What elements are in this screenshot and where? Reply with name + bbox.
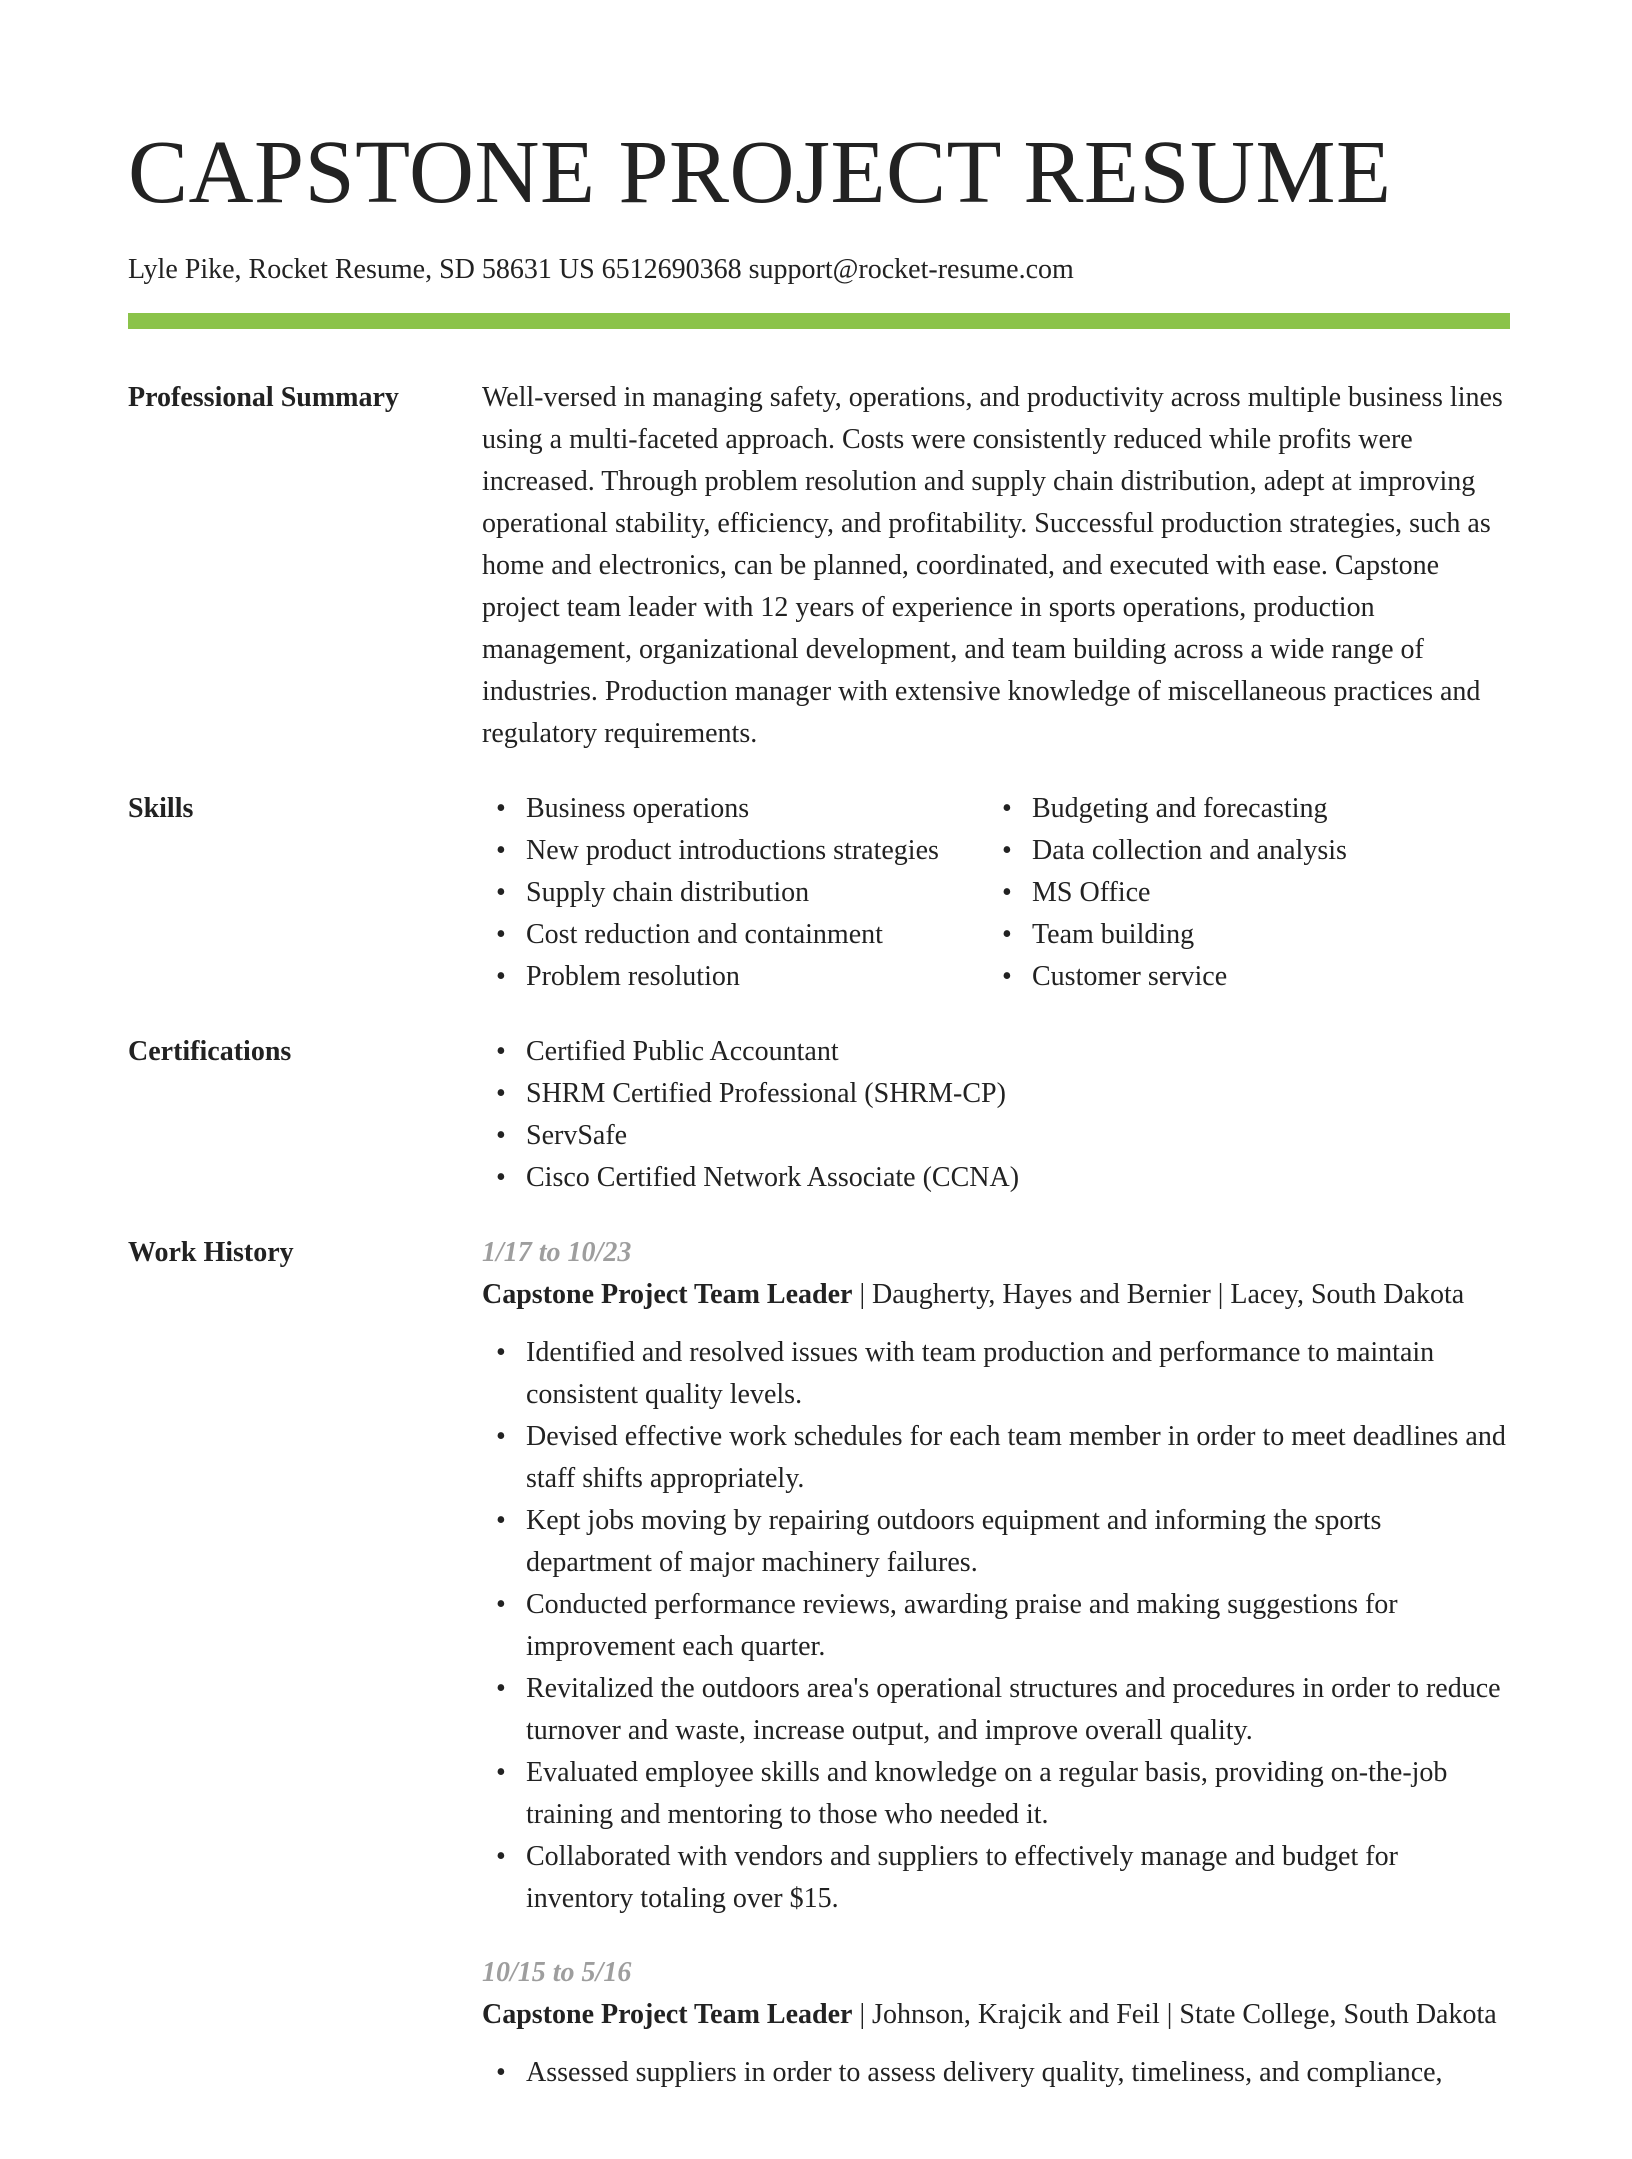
bullet-icon: •: [496, 1078, 506, 1109]
bullet-icon: •: [496, 1505, 506, 1536]
skill-item: [482, 788, 988, 830]
summary-text: Well-versed in managing safety, operations, and productivity across multiple business lines using a multi-faceted approach. Costs were consistently reduced while profits were increased. Through problem resolution and supply chain distribution, adept at improving operational stability, efficiency, and profitability. Successful production strategies, such as home and electronics, can be planned, coordinated, and executed with ease. Capstone project team leader with 12 years of experience in sports operations, production management, organizational development, and team building across a wide range of industries. Production manager with extensive knowledge of miscellaneous practices and regulatory requirements.: [482, 382, 1503, 749]
job-bullet-text: Evaluated employee skills and knowledge on a regular basis, providing on-the-job training and mentoring to those who needed it.: [526, 1757, 1448, 1830]
bullet-icon: •: [496, 835, 506, 866]
job-bullet-text: Identified and resolved issues with team production and performance to maintain consistent quality levels.: [526, 1337, 1435, 1410]
job-title: Capstone Project Team Leader: [482, 1999, 853, 2030]
certification-text: ServSafe: [526, 1120, 628, 1151]
bullet-icon: •: [496, 877, 506, 908]
job-bullets: [482, 2052, 1510, 2094]
certifications-list: [482, 1031, 1510, 1199]
certifications-section: [128, 1031, 1510, 1199]
skill-text: Cost reduction and containment: [526, 919, 883, 950]
job-entry: [482, 1952, 1510, 2094]
bullet-icon: •: [496, 1120, 506, 1151]
job-bullet-item: [482, 1584, 1510, 1668]
bullet-icon: •: [496, 1162, 506, 1193]
job-bullet-text: Devised effective work schedules for each team member in order to meet deadlines and staff shifts appropriately.: [526, 1421, 1506, 1494]
job-bullet-text: Conducted performance reviews, awarding praise and making suggestions for improvement each quarter.: [526, 1589, 1398, 1662]
bullet-icon: •: [496, 1421, 506, 1452]
certifications-body: [482, 1031, 1510, 1199]
skill-item: [988, 830, 1494, 872]
job-entry: [482, 1232, 1510, 1920]
skills-body: [482, 788, 1510, 998]
bullet-icon: •: [496, 1337, 506, 1368]
job-company: Johnson, Krajcik and Feil: [872, 1999, 1160, 2030]
resume-title: CAPSTONE PROJECT RESUME: [128, 123, 1392, 222]
job-bullet-text: Kept jobs moving by repairing outdoors equipment and informing the sports department of major machinery failures.: [526, 1505, 1382, 1578]
bullet-icon: •: [496, 961, 506, 992]
certification-text: SHRM Certified Professional (SHRM-CP): [526, 1078, 1006, 1109]
summary-section: [128, 377, 1510, 755]
job-separator: |: [852, 1279, 873, 1310]
bullet-icon: •: [1002, 793, 1012, 824]
certification-item: [482, 1031, 1510, 1073]
bullet-icon: •: [496, 1036, 506, 1067]
work-history-section: [128, 1232, 1510, 2126]
job-separator: |: [1159, 1999, 1180, 2030]
skill-text: Supply chain distribution: [526, 877, 810, 908]
job-dates: 1/17 to 10/23: [482, 1237, 632, 1268]
bullet-icon: •: [1002, 919, 1012, 950]
bullet-icon: •: [496, 2057, 506, 2088]
job-company: Daugherty, Hayes and Bernier: [872, 1279, 1211, 1310]
skill-item: [482, 830, 988, 872]
skills-section: [128, 788, 1510, 998]
job-bullet-item: [482, 1332, 1510, 1416]
skill-item: [482, 914, 988, 956]
job-heading: [482, 1994, 1510, 2036]
job-dates: 10/15 to 5/16: [482, 1957, 632, 1988]
job-location: Lacey, South Dakota: [1230, 1279, 1465, 1310]
contact-line: Lyle Pike, Rocket Resume, SD 58631 US 6512690368 support@rocket-resume.com: [128, 254, 1074, 285]
job-bullets: [482, 1332, 1510, 1920]
job-bullet-text: Assessed suppliers in order to assess delivery quality, timeliness, and compliance,: [526, 2057, 1443, 2088]
skill-text: New product introductions strategies: [526, 835, 939, 866]
skill-text: Budgeting and forecasting: [1032, 793, 1328, 824]
job-bullet-text: Collaborated with vendors and suppliers to effectively manage and budget for inventory totaling over $15.: [526, 1841, 1398, 1914]
job-bullet-item: [482, 1752, 1510, 1836]
resume-page: [128, 0, 1510, 2159]
skill-item: [988, 914, 1494, 956]
certification-text: Cisco Certified Network Associate (CCNA): [526, 1162, 1020, 1193]
job-bullet-item: [482, 2052, 1510, 2094]
bullet-icon: •: [496, 1673, 506, 1704]
job-bullet-item: [482, 1416, 1510, 1500]
job-bullet-item: [482, 1500, 1510, 1584]
bullet-icon: •: [496, 1589, 506, 1620]
skill-item: [482, 872, 988, 914]
bullet-icon: •: [1002, 835, 1012, 866]
bullet-icon: •: [496, 1757, 506, 1788]
certifications-label: Certifications: [128, 1036, 292, 1067]
job-bullet-item: [482, 1668, 1510, 1752]
summary-label: Professional Summary: [128, 382, 399, 413]
job-separator: |: [852, 1999, 873, 2030]
certification-item: [482, 1157, 1510, 1199]
work-history-label: Work History: [128, 1237, 294, 1268]
skill-item: [988, 956, 1494, 998]
bullet-icon: •: [1002, 877, 1012, 908]
job-bullet-text: Revitalized the outdoors area's operational structures and procedures in order to reduce turnover and waste, increase output, and improve overall quality.: [526, 1673, 1501, 1746]
skills-list: [482, 788, 1510, 998]
skill-text: Problem resolution: [526, 961, 740, 992]
summary-body: [482, 377, 1510, 755]
skill-text: Customer service: [1032, 961, 1228, 992]
skills-label: Skills: [128, 793, 194, 824]
skill-text: Team building: [1032, 919, 1195, 950]
skill-text: Data collection and analysis: [1032, 835, 1347, 866]
bullet-icon: •: [496, 793, 506, 824]
certification-item: [482, 1115, 1510, 1157]
skill-text: Business operations: [526, 793, 750, 824]
job-heading: [482, 1274, 1510, 1316]
skill-item: [482, 956, 988, 998]
skill-text: MS Office: [1032, 877, 1151, 908]
job-bullet-item: [482, 1836, 1510, 1920]
resume-sections: [128, 377, 1510, 2126]
job-location: State College, South Dakota: [1179, 1999, 1497, 2030]
certification-item: [482, 1073, 1510, 1115]
bullet-icon: •: [496, 1841, 506, 1872]
header-divider: [128, 313, 1510, 329]
work-history-body: [482, 1232, 1510, 2126]
bullet-icon: •: [496, 919, 506, 950]
certification-text: Certified Public Accountant: [526, 1036, 839, 1067]
bullet-icon: •: [1002, 961, 1012, 992]
job-separator: |: [1210, 1279, 1231, 1310]
skill-item: [988, 788, 1494, 830]
job-title: Capstone Project Team Leader: [482, 1279, 853, 1310]
skill-item: [988, 872, 1494, 914]
